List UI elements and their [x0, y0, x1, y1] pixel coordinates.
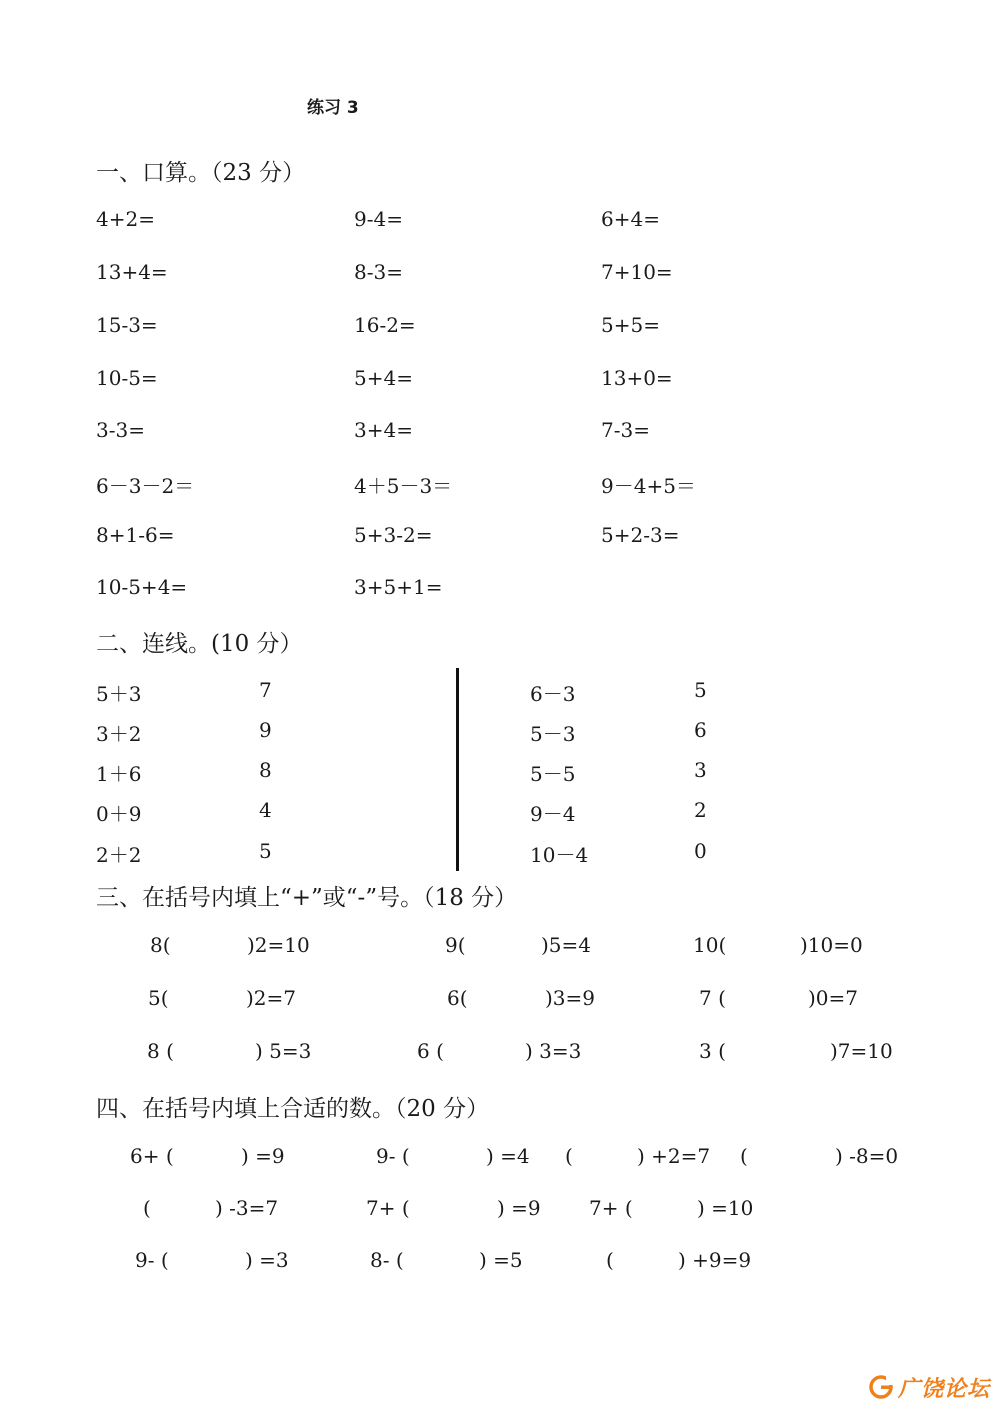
oral-expr: 13+0=	[601, 366, 673, 390]
blank-close: ) +2=7	[637, 1144, 711, 1168]
page-title: 练习 3	[307, 98, 359, 118]
match-left-result: 8	[259, 758, 272, 782]
blank-open: (	[740, 1144, 748, 1168]
oral-expr: 3+4=	[354, 418, 413, 442]
oral-expr: 10-5+4=	[96, 575, 188, 599]
oral-expr: 5+5=	[601, 313, 660, 337]
oral-expr: 5+2-3=	[601, 523, 680, 547]
blank-open: (	[143, 1196, 151, 1220]
blank-close: )7=10	[830, 1039, 893, 1063]
blank-open: 9- (	[376, 1144, 410, 1168]
blank-open: 6(	[447, 986, 468, 1010]
blank-close: )5=4	[541, 933, 592, 957]
blank-open: 8(	[150, 933, 171, 957]
blank-close: ) 3=3	[525, 1039, 582, 1063]
blank-open: 5(	[148, 986, 169, 1010]
blank-close: ) =3	[245, 1248, 289, 1272]
oral-expr: 16-2=	[354, 313, 416, 337]
oral-expr: 5+3-2=	[354, 523, 433, 547]
match-left-result: 5	[259, 839, 272, 863]
match-left-expr: 2＋2	[96, 843, 142, 867]
blank-close: ) =9	[241, 1144, 285, 1168]
blank-close: ) -3=7	[215, 1196, 279, 1220]
blank-close: ) =10	[697, 1196, 754, 1220]
blank-open: 3 (	[699, 1039, 726, 1063]
site-logo	[868, 1370, 990, 1404]
blank-open: 8 (	[147, 1039, 174, 1063]
oral-expr: 7+10=	[601, 260, 673, 284]
section2-heading: 二、连线。(10 分）	[96, 631, 303, 657]
blank-open: 9(	[445, 933, 466, 957]
blank-close: ) -8=0	[835, 1144, 899, 1168]
blank-open: 10(	[693, 933, 727, 957]
match-divider-line	[456, 668, 459, 871]
blank-close: ) =5	[479, 1248, 523, 1272]
oral-expr: 9-4=	[354, 207, 403, 231]
oral-expr: 8-3=	[354, 260, 403, 284]
oral-expr: 3+5+1=	[354, 575, 443, 599]
section4-heading: 四、在括号内填上合适的数。（20 分）	[96, 1096, 490, 1122]
match-right-result: 3	[694, 758, 707, 782]
blank-open: 7 (	[699, 986, 726, 1010]
blank-open: 9- (	[135, 1248, 169, 1272]
blank-open: 6+ (	[130, 1144, 174, 1168]
blank-open: 8- (	[370, 1248, 404, 1272]
blank-close: )0=7	[808, 986, 859, 1010]
section1-heading: 一、口算。（23 分）	[96, 160, 306, 186]
match-left-result: 9	[259, 718, 272, 742]
match-right-expr: 5－3	[530, 722, 576, 746]
blank-open: 7+ (	[589, 1196, 633, 1220]
oral-expr: 7-3=	[601, 418, 650, 442]
match-right-expr: 9－4	[530, 802, 576, 826]
match-right-result: 5	[694, 678, 707, 702]
match-left-expr: 0＋9	[96, 802, 142, 826]
match-right-result: 2	[694, 798, 707, 822]
match-left-expr: 1＋6	[96, 762, 142, 786]
blank-open: 7+ (	[366, 1196, 410, 1220]
logo-text: 广饶论坛	[898, 1376, 991, 1402]
oral-expr: 4＋5－3＝	[354, 474, 453, 498]
blank-close: )10=0	[800, 933, 863, 957]
match-left-expr: 5＋3	[96, 682, 142, 706]
blank-close: ) =4	[486, 1144, 530, 1168]
blank-close: )2=7	[246, 986, 297, 1010]
oral-expr: 9－4+5＝	[601, 474, 696, 498]
match-right-expr: 5－5	[530, 762, 576, 786]
match-right-expr: 10－4	[530, 843, 589, 867]
oral-expr: 3-3=	[96, 418, 145, 442]
blank-open: (	[565, 1144, 573, 1168]
match-left-expr: 3＋2	[96, 722, 142, 746]
oral-expr: 5+4=	[354, 366, 413, 390]
blank-close: ) 5=3	[255, 1039, 312, 1063]
match-right-result: 0	[694, 839, 707, 863]
oral-expr: 13+4=	[96, 260, 168, 284]
blank-close: )2=10	[247, 933, 310, 957]
blank-close: ) =9	[497, 1196, 541, 1220]
match-right-expr: 6－3	[530, 682, 576, 706]
oral-expr: 6+4=	[601, 207, 660, 231]
g-logo-icon	[868, 1374, 894, 1400]
oral-expr: 8+1-6=	[96, 523, 175, 547]
match-left-result: 7	[259, 678, 272, 702]
oral-expr: 4+2=	[96, 207, 155, 231]
blank-close: ) +9=9	[678, 1248, 752, 1272]
match-left-result: 4	[259, 798, 272, 822]
oral-expr: 6－3－2＝	[96, 474, 195, 498]
match-right-result: 6	[694, 718, 707, 742]
blank-open: (	[606, 1248, 614, 1272]
oral-expr: 15-3=	[96, 313, 158, 337]
oral-expr: 10-5=	[96, 366, 158, 390]
blank-open: 6 (	[417, 1039, 444, 1063]
blank-close: )3=9	[545, 986, 596, 1010]
section3-heading: 三、在括号内填上“+”或“-”号。（18 分）	[96, 885, 518, 911]
